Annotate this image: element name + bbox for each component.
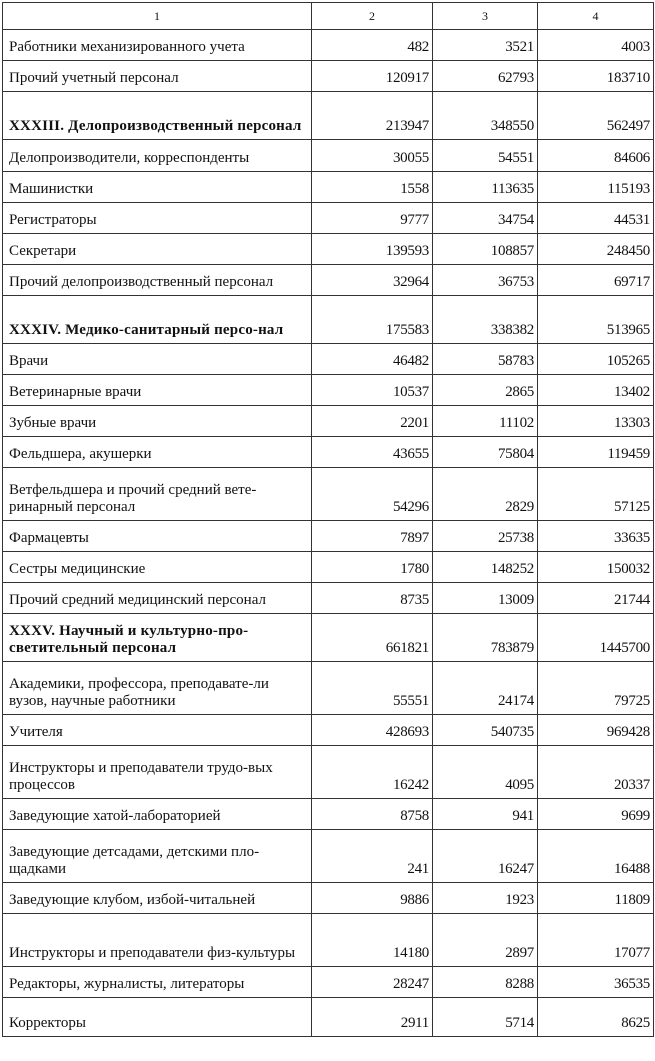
table-row bbox=[3, 61, 654, 92]
table-row bbox=[3, 883, 654, 914]
value-col-3: 34754 bbox=[433, 203, 538, 234]
value-col-4: 9699 bbox=[538, 799, 654, 830]
row-label: XXXV. Научный и культурно-про-светительный персонал bbox=[3, 614, 312, 662]
value-col-4: 4003 bbox=[538, 30, 654, 61]
row-label: Прочий средний медицинский персонал bbox=[3, 583, 312, 614]
header-row bbox=[3, 3, 654, 30]
value-col-4: 69717 bbox=[538, 265, 654, 296]
value-col-2: 28247 bbox=[312, 967, 433, 998]
value-col-2: 9777 bbox=[312, 203, 433, 234]
row-label: Академики, профессора, преподавате-ли вузов, научные работники bbox=[3, 662, 312, 715]
value-col-4: 79725 bbox=[538, 662, 654, 715]
value-col-3: 75804 bbox=[433, 437, 538, 468]
value-col-3: 24174 bbox=[433, 662, 538, 715]
table-row bbox=[3, 715, 654, 746]
table-row bbox=[3, 998, 654, 1037]
value-col-3: 2829 bbox=[433, 468, 538, 521]
value-col-2: 16242 bbox=[312, 746, 433, 799]
table-row bbox=[3, 521, 654, 552]
value-col-3: 1923 bbox=[433, 883, 538, 914]
value-col-3: 36753 bbox=[433, 265, 538, 296]
table-row bbox=[3, 437, 654, 468]
value-col-2: 1780 bbox=[312, 552, 433, 583]
row-label: Регистраторы bbox=[3, 203, 312, 234]
value-col-2: 43655 bbox=[312, 437, 433, 468]
table-row bbox=[3, 583, 654, 614]
value-col-2: 8758 bbox=[312, 799, 433, 830]
value-col-3: 25738 bbox=[433, 521, 538, 552]
value-col-3: 941 bbox=[433, 799, 538, 830]
value-col-2: 139593 bbox=[312, 234, 433, 265]
table-row bbox=[3, 140, 654, 172]
value-col-2: 428693 bbox=[312, 715, 433, 746]
value-col-4: 21744 bbox=[538, 583, 654, 614]
header-col-2: 2 bbox=[312, 3, 433, 30]
value-col-2: 10537 bbox=[312, 375, 433, 406]
value-col-3: 3521 bbox=[433, 30, 538, 61]
table-row bbox=[3, 967, 654, 998]
value-col-3: 5714 bbox=[433, 998, 538, 1037]
row-label: XXXIV. Медико-санитарный персо-нал bbox=[3, 296, 312, 344]
row-label: Зубные врачи bbox=[3, 406, 312, 437]
value-col-4: 183710 bbox=[538, 61, 654, 92]
table-row bbox=[3, 406, 654, 437]
row-label: Сестры медицинские bbox=[3, 552, 312, 583]
value-col-4: 11809 bbox=[538, 883, 654, 914]
value-col-2: 241 bbox=[312, 830, 433, 883]
value-col-2: 2911 bbox=[312, 998, 433, 1037]
value-col-3: 348550 bbox=[433, 92, 538, 140]
row-label: Инструкторы и преподаватели физ-культуры bbox=[3, 914, 312, 967]
value-col-4: 562497 bbox=[538, 92, 654, 140]
value-col-4: 13402 bbox=[538, 375, 654, 406]
row-label: Корректоры bbox=[3, 998, 312, 1037]
value-col-3: 783879 bbox=[433, 614, 538, 662]
value-col-4: 1445700 bbox=[538, 614, 654, 662]
value-col-3: 8288 bbox=[433, 967, 538, 998]
row-label: Ветфельдшера и прочий средний вете-ринарный персонал bbox=[3, 468, 312, 521]
value-col-2: 661821 bbox=[312, 614, 433, 662]
value-col-4: 17077 bbox=[538, 914, 654, 967]
value-col-3: 4095 bbox=[433, 746, 538, 799]
value-col-4: 8625 bbox=[538, 998, 654, 1037]
header-col-1: 1 bbox=[3, 3, 312, 30]
value-col-4: 20337 bbox=[538, 746, 654, 799]
row-label: Прочий делопроизводственный персонал bbox=[3, 265, 312, 296]
value-col-4: 969428 bbox=[538, 715, 654, 746]
value-col-2: 213947 bbox=[312, 92, 433, 140]
row-label: XXXIII. Делопроизводственный персонал bbox=[3, 92, 312, 140]
table-row bbox=[3, 203, 654, 234]
value-col-3: 113635 bbox=[433, 172, 538, 203]
row-label: Работники механизированного учета bbox=[3, 30, 312, 61]
value-col-3: 58783 bbox=[433, 344, 538, 375]
value-col-4: 513965 bbox=[538, 296, 654, 344]
value-col-3: 2865 bbox=[433, 375, 538, 406]
value-col-2: 54296 bbox=[312, 468, 433, 521]
table-row bbox=[3, 344, 654, 375]
table-header bbox=[3, 3, 654, 30]
section-row bbox=[3, 614, 654, 662]
table-row bbox=[3, 172, 654, 203]
row-label: Заведующие клубом, избой-читальней bbox=[3, 883, 312, 914]
value-col-2: 9886 bbox=[312, 883, 433, 914]
value-col-3: 540735 bbox=[433, 715, 538, 746]
row-label: Секретари bbox=[3, 234, 312, 265]
value-col-3: 108857 bbox=[433, 234, 538, 265]
header-col-4: 4 bbox=[538, 3, 654, 30]
table-row bbox=[3, 914, 654, 967]
row-label: Учителя bbox=[3, 715, 312, 746]
value-col-2: 175583 bbox=[312, 296, 433, 344]
table-row bbox=[3, 234, 654, 265]
table-row bbox=[3, 799, 654, 830]
value-col-3: 338382 bbox=[433, 296, 538, 344]
row-label: Заведующие детсадами, детскими пло-щадками bbox=[3, 830, 312, 883]
value-col-4: 16488 bbox=[538, 830, 654, 883]
value-col-4: 13303 bbox=[538, 406, 654, 437]
value-col-3: 13009 bbox=[433, 583, 538, 614]
row-label: Ветеринарные врачи bbox=[3, 375, 312, 406]
value-col-4: 115193 bbox=[538, 172, 654, 203]
row-label: Инструкторы и преподаватели трудо-вых процессов bbox=[3, 746, 312, 799]
header-col-3: 3 bbox=[433, 3, 538, 30]
table-row bbox=[3, 830, 654, 883]
value-col-4: 105265 bbox=[538, 344, 654, 375]
value-col-3: 2897 bbox=[433, 914, 538, 967]
value-col-4: 36535 bbox=[538, 967, 654, 998]
row-label: Фельдшера, акушерки bbox=[3, 437, 312, 468]
value-col-2: 120917 bbox=[312, 61, 433, 92]
value-col-2: 14180 bbox=[312, 914, 433, 967]
value-col-2: 30055 bbox=[312, 140, 433, 172]
value-col-4: 150032 bbox=[538, 552, 654, 583]
value-col-2: 55551 bbox=[312, 662, 433, 715]
value-col-3: 11102 bbox=[433, 406, 538, 437]
row-label: Редакторы, журналисты, литераторы bbox=[3, 967, 312, 998]
value-col-3: 62793 bbox=[433, 61, 538, 92]
table-row bbox=[3, 375, 654, 406]
value-col-2: 46482 bbox=[312, 344, 433, 375]
table-body bbox=[3, 30, 654, 1037]
value-col-2: 2201 bbox=[312, 406, 433, 437]
row-label: Машинистки bbox=[3, 172, 312, 203]
value-col-4: 57125 bbox=[538, 468, 654, 521]
table-row bbox=[3, 746, 654, 799]
value-col-2: 32964 bbox=[312, 265, 433, 296]
value-col-2: 8735 bbox=[312, 583, 433, 614]
table-row bbox=[3, 468, 654, 521]
value-col-4: 84606 bbox=[538, 140, 654, 172]
value-col-2: 482 bbox=[312, 30, 433, 61]
value-col-4: 119459 bbox=[538, 437, 654, 468]
row-label: Прочий учетный персонал bbox=[3, 61, 312, 92]
table-row bbox=[3, 265, 654, 296]
value-col-2: 7897 bbox=[312, 521, 433, 552]
statistics-table bbox=[2, 2, 654, 1037]
row-label: Делопроизводители, корреспонденты bbox=[3, 140, 312, 172]
table-row bbox=[3, 662, 654, 715]
row-label: Врачи bbox=[3, 344, 312, 375]
value-col-4: 44531 bbox=[538, 203, 654, 234]
table-row bbox=[3, 30, 654, 61]
row-label: Заведующие хатой-лабораторией bbox=[3, 799, 312, 830]
value-col-4: 33635 bbox=[538, 521, 654, 552]
value-col-3: 54551 bbox=[433, 140, 538, 172]
section-row bbox=[3, 92, 654, 140]
table-row bbox=[3, 552, 654, 583]
section-row bbox=[3, 296, 654, 344]
value-col-3: 16247 bbox=[433, 830, 538, 883]
value-col-2: 1558 bbox=[312, 172, 433, 203]
value-col-3: 148252 bbox=[433, 552, 538, 583]
row-label: Фармацевты bbox=[3, 521, 312, 552]
value-col-4: 248450 bbox=[538, 234, 654, 265]
